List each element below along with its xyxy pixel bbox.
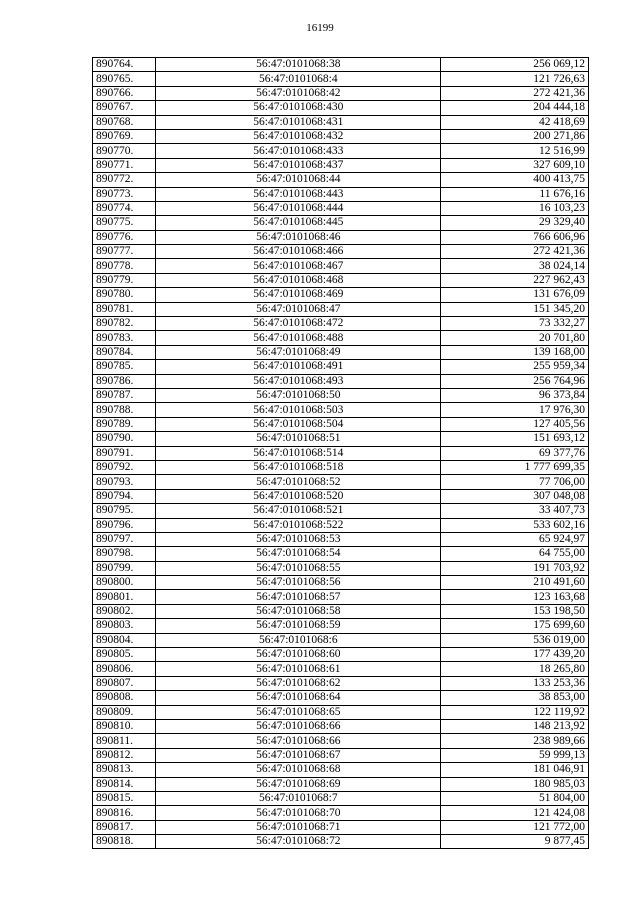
cadastral-value-cell: 11 676,16 — [441, 187, 589, 201]
row-number-cell: 890800. — [93, 576, 156, 590]
cadastral-number-cell: 56:47:0101068:518 — [156, 460, 441, 474]
cadastral-value-cell: 77 706,00 — [441, 475, 589, 489]
row-number-cell: 890785. — [93, 360, 156, 374]
table-row — [93, 604, 589, 618]
table-row — [93, 719, 589, 733]
row-number-cell: 890783. — [93, 331, 156, 345]
cadastral-value-cell: 20 701,80 — [441, 331, 589, 345]
cadastral-value-cell: 177 439,20 — [441, 648, 589, 662]
cadastral-number-cell: 56:47:0101068:54 — [156, 547, 441, 561]
cadastral-number-cell: 56:47:0101068:503 — [156, 403, 441, 417]
cadastral-value-cell: 181 046,91 — [441, 763, 589, 777]
row-number-cell: 890818. — [93, 835, 156, 849]
cadastral-number-cell: 56:47:0101068:493 — [156, 374, 441, 388]
cadastral-value-cell: 139 168,00 — [441, 345, 589, 359]
cadastral-number-cell: 56:47:0101068:430 — [156, 101, 441, 115]
cadastral-value-cell: 255 959,34 — [441, 360, 589, 374]
cadastral-number-cell: 56:47:0101068:71 — [156, 820, 441, 834]
cadastral-number-cell: 56:47:0101068:469 — [156, 288, 441, 302]
table-row — [93, 590, 589, 604]
row-number-cell: 890804. — [93, 633, 156, 647]
row-number-cell: 890799. — [93, 561, 156, 575]
row-number-cell: 890796. — [93, 518, 156, 532]
row-number-cell: 890802. — [93, 604, 156, 618]
table-row — [93, 158, 589, 172]
row-number-cell: 890791. — [93, 446, 156, 460]
cadastral-number-cell: 56:47:0101068:53 — [156, 532, 441, 546]
cadastral-value-cell: 227 962,43 — [441, 273, 589, 287]
table-row — [93, 288, 589, 302]
table-row — [93, 331, 589, 345]
row-number-cell: 890787. — [93, 388, 156, 402]
cadastral-number-cell: 56:47:0101068:466 — [156, 245, 441, 259]
cadastral-number-cell: 56:47:0101068:42 — [156, 86, 441, 100]
row-number-cell: 890786. — [93, 374, 156, 388]
row-number-cell: 890776. — [93, 230, 156, 244]
cadastral-value-cell: 29 329,40 — [441, 216, 589, 230]
table-row — [93, 460, 589, 474]
cadastral-value-cell: 65 924,97 — [441, 532, 589, 546]
row-number-cell: 890768. — [93, 115, 156, 129]
cadastral-number-cell: 56:47:0101068:437 — [156, 158, 441, 172]
cadastral-value-cell: 1 777 699,35 — [441, 460, 589, 474]
row-number-cell: 890792. — [93, 460, 156, 474]
cadastral-value-cell: 210 491,60 — [441, 576, 589, 590]
row-number-cell: 890808. — [93, 691, 156, 705]
cadastral-number-cell: 56:47:0101068:50 — [156, 388, 441, 402]
row-number-cell: 890809. — [93, 705, 156, 719]
row-number-cell: 890793. — [93, 475, 156, 489]
row-number-cell: 890770. — [93, 144, 156, 158]
table-row — [93, 58, 589, 72]
row-number-cell: 890813. — [93, 763, 156, 777]
row-number-cell: 890816. — [93, 806, 156, 820]
table-row — [93, 619, 589, 633]
row-number-cell: 890767. — [93, 101, 156, 115]
table-row — [93, 648, 589, 662]
cadastral-value-cell: 153 198,50 — [441, 604, 589, 618]
row-number-cell: 890806. — [93, 662, 156, 676]
cadastral-number-cell: 56:47:0101068:47 — [156, 302, 441, 316]
table-body — [93, 58, 589, 849]
table-row — [93, 417, 589, 431]
table-row — [93, 633, 589, 647]
cadastral-number-cell: 56:47:0101068:49 — [156, 345, 441, 359]
cadastral-number-cell: 56:47:0101068:467 — [156, 259, 441, 273]
table-row — [93, 101, 589, 115]
table-row — [93, 748, 589, 762]
table-row — [93, 820, 589, 834]
cadastral-value-table — [92, 57, 589, 849]
cadastral-value-cell: 151 693,12 — [441, 432, 589, 446]
table-row — [93, 360, 589, 374]
table-row — [93, 115, 589, 129]
table-row — [93, 676, 589, 690]
cadastral-number-cell: 56:47:0101068:57 — [156, 590, 441, 604]
cadastral-number-cell: 56:47:0101068:66 — [156, 719, 441, 733]
table-row — [93, 230, 589, 244]
cadastral-number-cell: 56:47:0101068:56 — [156, 576, 441, 590]
table-row — [93, 187, 589, 201]
row-number-cell: 890794. — [93, 489, 156, 503]
cadastral-number-cell: 56:47:0101068:58 — [156, 604, 441, 618]
table-row — [93, 388, 589, 402]
row-number-cell: 890814. — [93, 777, 156, 791]
cadastral-value-cell: 121 726,63 — [441, 72, 589, 86]
cadastral-value-cell: 327 609,10 — [441, 158, 589, 172]
cadastral-value-cell: 400 413,75 — [441, 173, 589, 187]
cadastral-number-cell: 56:47:0101068:514 — [156, 446, 441, 460]
row-number-cell: 890817. — [93, 820, 156, 834]
row-number-cell: 890781. — [93, 302, 156, 316]
cadastral-number-cell: 56:47:0101068:7 — [156, 791, 441, 805]
cadastral-value-cell: 73 332,27 — [441, 317, 589, 331]
table-row — [93, 504, 589, 518]
cadastral-value-cell: 16 103,23 — [441, 201, 589, 215]
cadastral-value-cell: 151 345,20 — [441, 302, 589, 316]
cadastral-number-cell: 56:47:0101068:432 — [156, 129, 441, 143]
cadastral-number-cell: 56:47:0101068:445 — [156, 216, 441, 230]
row-number-cell: 890765. — [93, 72, 156, 86]
row-number-cell: 890789. — [93, 417, 156, 431]
table-row — [93, 403, 589, 417]
cadastral-value-cell: 9 877,45 — [441, 835, 589, 849]
row-number-cell: 890812. — [93, 748, 156, 762]
cadastral-number-cell: 56:47:0101068:60 — [156, 648, 441, 662]
cadastral-value-cell: 204 444,18 — [441, 101, 589, 115]
cadastral-value-cell: 122 119,92 — [441, 705, 589, 719]
table-row — [93, 432, 589, 446]
table-row — [93, 691, 589, 705]
row-number-cell: 890790. — [93, 432, 156, 446]
page-number: 16199 — [306, 22, 334, 34]
cadastral-number-cell: 56:47:0101068:46 — [156, 230, 441, 244]
cadastral-value-cell: 272 421,36 — [441, 86, 589, 100]
cadastral-value-cell: 272 421,36 — [441, 245, 589, 259]
cadastral-value-cell: 131 676,09 — [441, 288, 589, 302]
cadastral-value-cell: 33 407,73 — [441, 504, 589, 518]
row-number-cell: 890788. — [93, 403, 156, 417]
cadastral-value-cell: 51 804,00 — [441, 791, 589, 805]
table-row — [93, 216, 589, 230]
row-number-cell: 890771. — [93, 158, 156, 172]
cadastral-number-cell: 56:47:0101068:72 — [156, 835, 441, 849]
row-number-cell: 890807. — [93, 676, 156, 690]
row-number-cell: 890773. — [93, 187, 156, 201]
table-row — [93, 345, 589, 359]
cadastral-value-cell: 38 024,14 — [441, 259, 589, 273]
cadastral-value-cell: 148 213,92 — [441, 719, 589, 733]
cadastral-value-cell: 256 069,12 — [441, 58, 589, 72]
table-row — [93, 662, 589, 676]
cadastral-number-cell: 56:47:0101068:44 — [156, 173, 441, 187]
row-number-cell: 890784. — [93, 345, 156, 359]
cadastral-number-cell: 56:47:0101068:61 — [156, 662, 441, 676]
cadastral-number-cell: 56:47:0101068:444 — [156, 201, 441, 215]
cadastral-number-cell: 56:47:0101068:468 — [156, 273, 441, 287]
cadastral-number-cell: 56:47:0101068:65 — [156, 705, 441, 719]
table-row — [93, 144, 589, 158]
cadastral-number-cell: 56:47:0101068:62 — [156, 676, 441, 690]
table-row — [93, 777, 589, 791]
table-row — [93, 273, 589, 287]
cadastral-number-cell: 56:47:0101068:55 — [156, 561, 441, 575]
cadastral-number-cell: 56:47:0101068:472 — [156, 317, 441, 331]
cadastral-value-cell: 38 853,00 — [441, 691, 589, 705]
row-number-cell: 890805. — [93, 648, 156, 662]
cadastral-number-cell: 56:47:0101068:6 — [156, 633, 441, 647]
cadastral-value-cell: 256 764,96 — [441, 374, 589, 388]
cadastral-value-cell: 133 253,36 — [441, 676, 589, 690]
cadastral-number-cell: 56:47:0101068:69 — [156, 777, 441, 791]
row-number-cell: 890772. — [93, 173, 156, 187]
table-row — [93, 547, 589, 561]
row-number-cell: 890775. — [93, 216, 156, 230]
cadastral-number-cell: 56:47:0101068:491 — [156, 360, 441, 374]
table-row — [93, 302, 589, 316]
table-row — [93, 317, 589, 331]
cadastral-value-cell: 533 602,16 — [441, 518, 589, 532]
table-row — [93, 446, 589, 460]
cadastral-number-cell: 56:47:0101068:431 — [156, 115, 441, 129]
row-number-cell: 890811. — [93, 734, 156, 748]
cadastral-number-cell: 56:47:0101068:504 — [156, 417, 441, 431]
table-row — [93, 86, 589, 100]
table-row — [93, 489, 589, 503]
table-row — [93, 835, 589, 849]
cadastral-value-cell: 59 999,13 — [441, 748, 589, 762]
table-row — [93, 806, 589, 820]
cadastral-number-cell: 56:47:0101068:51 — [156, 432, 441, 446]
table-row — [93, 129, 589, 143]
cadastral-value-cell: 191 703,92 — [441, 561, 589, 575]
row-number-cell: 890795. — [93, 504, 156, 518]
row-number-cell: 890797. — [93, 532, 156, 546]
cadastral-value-cell: 180 985,03 — [441, 777, 589, 791]
table-row — [93, 173, 589, 187]
cadastral-number-cell: 56:47:0101068:488 — [156, 331, 441, 345]
cadastral-number-cell: 56:47:0101068:443 — [156, 187, 441, 201]
row-number-cell: 890780. — [93, 288, 156, 302]
row-number-cell: 890801. — [93, 590, 156, 604]
cadastral-value-cell: 536 019,00 — [441, 633, 589, 647]
row-number-cell: 890769. — [93, 129, 156, 143]
row-number-cell: 890782. — [93, 317, 156, 331]
cadastral-value-cell: 96 373,84 — [441, 388, 589, 402]
cadastral-number-cell: 56:47:0101068:67 — [156, 748, 441, 762]
table-row — [93, 561, 589, 575]
table-row — [93, 72, 589, 86]
table-row — [93, 705, 589, 719]
cadastral-number-cell: 56:47:0101068:4 — [156, 72, 441, 86]
cadastral-number-cell: 56:47:0101068:522 — [156, 518, 441, 532]
cadastral-number-cell: 56:47:0101068:64 — [156, 691, 441, 705]
table-row — [93, 259, 589, 273]
row-number-cell: 890778. — [93, 259, 156, 273]
row-number-cell: 890774. — [93, 201, 156, 215]
table-row — [93, 245, 589, 259]
row-number-cell: 890764. — [93, 58, 156, 72]
cadastral-value-cell: 12 516,99 — [441, 144, 589, 158]
table-row — [93, 532, 589, 546]
row-number-cell: 890803. — [93, 619, 156, 633]
cadastral-value-cell: 64 755,00 — [441, 547, 589, 561]
cadastral-value-cell: 121 424,08 — [441, 806, 589, 820]
row-number-cell: 890810. — [93, 719, 156, 733]
cadastral-number-cell: 56:47:0101068:70 — [156, 806, 441, 820]
table-row — [93, 791, 589, 805]
table-row — [93, 201, 589, 215]
cadastral-number-cell: 56:47:0101068:520 — [156, 489, 441, 503]
table-row — [93, 374, 589, 388]
cadastral-value-cell: 69 377,76 — [441, 446, 589, 460]
cadastral-number-cell: 56:47:0101068:433 — [156, 144, 441, 158]
cadastral-value-cell: 18 265,80 — [441, 662, 589, 676]
cadastral-number-cell: 56:47:0101068:521 — [156, 504, 441, 518]
table-row — [93, 576, 589, 590]
cadastral-number-cell: 56:47:0101068:68 — [156, 763, 441, 777]
cadastral-value-cell: 127 405,56 — [441, 417, 589, 431]
table-row — [93, 518, 589, 532]
cadastral-value-cell: 123 163,68 — [441, 590, 589, 604]
row-number-cell: 890766. — [93, 86, 156, 100]
cadastral-number-cell: 56:47:0101068:52 — [156, 475, 441, 489]
cadastral-number-cell: 56:47:0101068:59 — [156, 619, 441, 633]
row-number-cell: 890779. — [93, 273, 156, 287]
cadastral-value-cell: 121 772,00 — [441, 820, 589, 834]
table-row — [93, 763, 589, 777]
cadastral-value-cell: 42 418,69 — [441, 115, 589, 129]
cadastral-value-cell: 17 976,30 — [441, 403, 589, 417]
cadastral-value-cell: 200 271,86 — [441, 129, 589, 143]
cadastral-value-cell: 175 699,60 — [441, 619, 589, 633]
cadastral-value-cell: 238 989,66 — [441, 734, 589, 748]
table-row — [93, 475, 589, 489]
cadastral-number-cell: 56:47:0101068:66 — [156, 734, 441, 748]
row-number-cell: 890798. — [93, 547, 156, 561]
row-number-cell: 890777. — [93, 245, 156, 259]
table-row — [93, 734, 589, 748]
cadastral-value-cell: 307 048,08 — [441, 489, 589, 503]
cadastral-number-cell: 56:47:0101068:38 — [156, 58, 441, 72]
row-number-cell: 890815. — [93, 791, 156, 805]
cadastral-value-cell: 766 606,96 — [441, 230, 589, 244]
